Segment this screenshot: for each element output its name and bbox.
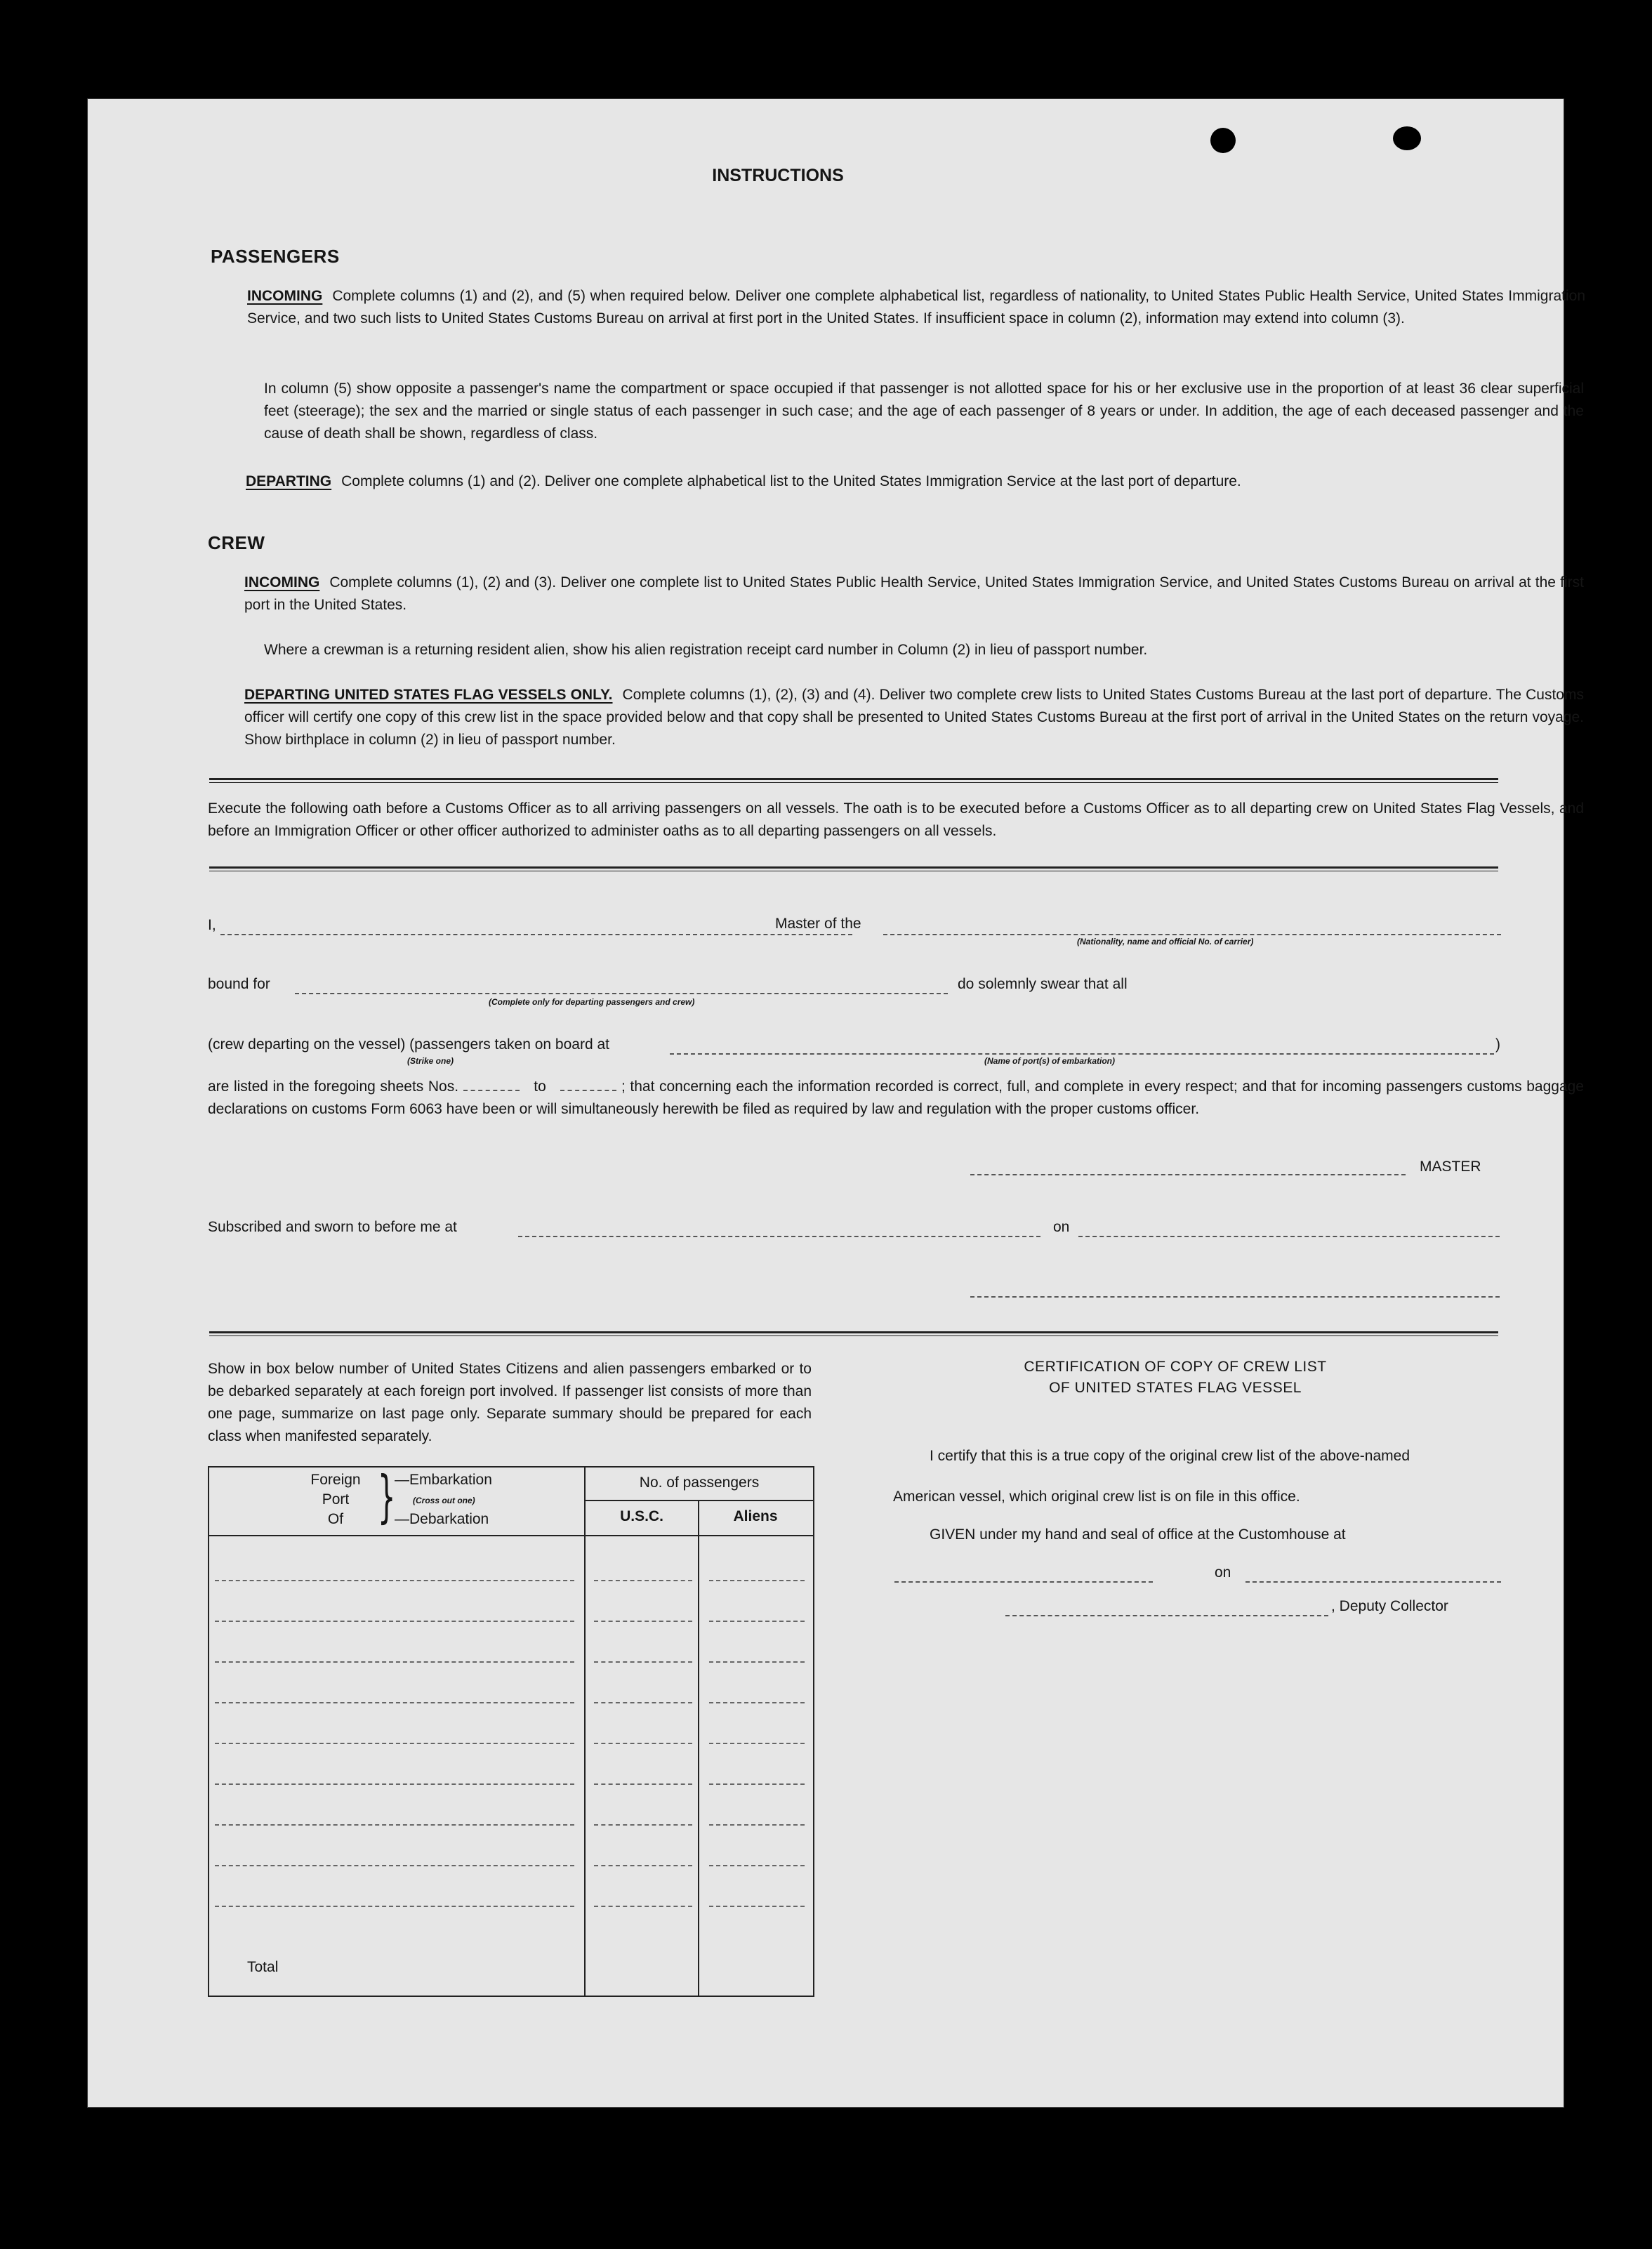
- listed-paragraph: [208, 1076, 1584, 1121]
- table-cell[interactable]: [594, 1580, 692, 1581]
- table-header-bottom: [209, 1535, 813, 1536]
- bound-for-field[interactable]: [295, 993, 948, 994]
- total-label: Total: [247, 1959, 279, 1975]
- table-cell[interactable]: [594, 1621, 692, 1622]
- crew-departing-label: DEPARTING UNITED STATES FLAG VESSELS ONLY.: [244, 687, 613, 703]
- divider-rule: [209, 782, 1498, 783]
- passengers-incoming-text: Complete columns (1) and (2), and (5) when required below. Deliver one complete alphabetical list, regardless of nationality, to United States Public Health Service, United States Immigration Service, and two such lists to United States Customs Bureau on arrival at first port in the United States. If insufficient space in column (2), information may extend into column (3).: [247, 288, 1585, 327]
- table-cell[interactable]: [594, 1824, 692, 1826]
- usc-header: U.S.C.: [620, 1508, 663, 1524]
- embarkation-label[interactable]: —Embarkation: [395, 1472, 492, 1488]
- aliens-header: Aliens: [733, 1508, 778, 1524]
- table-cell[interactable]: [709, 1906, 805, 1907]
- crew-incoming-label: INCOMING: [244, 574, 320, 591]
- nationality-note: (Nationality, name and official No. of carrier): [1077, 937, 1254, 947]
- passengers-incoming-label: INCOMING: [247, 288, 323, 304]
- table-cell[interactable]: [709, 1865, 805, 1866]
- foreign-port-of-label: [286, 1470, 385, 1529]
- customhouse-field[interactable]: [894, 1581, 1153, 1583]
- table-cell[interactable]: [594, 1906, 692, 1907]
- passengers-departing-text: Complete columns (1) and (2). Deliver one complete alphabetical list to the United States Immigration Service at the last port of departure.: [341, 473, 1241, 489]
- table-cell[interactable]: [594, 1865, 692, 1866]
- sheet-to-field[interactable]: [560, 1090, 616, 1091]
- of-label: Of: [327, 1511, 344, 1527]
- table-row[interactable]: [215, 1702, 574, 1703]
- passengers-departing-paragraph: [246, 470, 1584, 493]
- certification-date-field[interactable]: [1245, 1581, 1501, 1583]
- crew-departing-paragraph: [244, 684, 1584, 751]
- cross-out-note: (Cross out one): [413, 1496, 475, 1505]
- brace-icon: }: [378, 1464, 396, 1529]
- oath-instructions: Execute the following oath before a Customs Officer as to all arriving passengers on all vessels. The oath is to be executed before a Customs Officer as to all departing crew on United States Flag Vessels, and before an Immigration Officer or other officer authorized to administer oaths as to all departing passengers on all vessels.: [208, 800, 1584, 839]
- embarkation-ports-field[interactable]: [670, 1053, 1494, 1055]
- subscribed-label: Subscribed and sworn to before me at: [208, 1219, 457, 1235]
- subscribed-place-field[interactable]: [518, 1236, 1040, 1237]
- table-row[interactable]: [215, 1865, 574, 1866]
- to-label: to: [534, 1079, 546, 1095]
- passengers-heading: PASSENGERS: [211, 246, 340, 267]
- table-row[interactable]: [215, 1824, 574, 1826]
- no-of-passengers-label: No. of passengers: [639, 1475, 760, 1491]
- master-of-the-label: Master of the: [775, 916, 861, 932]
- table-column-divider: [584, 1468, 586, 1996]
- master-name-field[interactable]: [220, 934, 852, 935]
- listed-prefix: are listed in the foregoing sheets Nos.: [208, 1079, 459, 1095]
- table-cell[interactable]: [594, 1743, 692, 1744]
- deputy-collector-label: , Deputy Collector: [1331, 1598, 1448, 1614]
- subscribed-on-label: on: [1053, 1219, 1070, 1235]
- table-row[interactable]: [215, 1621, 574, 1622]
- certify-line1: I certify that this is a true copy of the original crew list of the above-named: [930, 1448, 1410, 1464]
- crew-incoming-text: Complete columns (1), (2) and (3). Deliver one complete list to United States Public Health Service, United States Immigration Service, and United States Customs Bureau on arrival at the first port in the United States.: [244, 574, 1584, 613]
- table-column-divider: [698, 1501, 699, 1996]
- table-cell[interactable]: [709, 1702, 805, 1703]
- table-header-divider: [584, 1500, 813, 1501]
- table-row[interactable]: [215, 1743, 574, 1744]
- punch-hole: [1210, 128, 1236, 153]
- officer-signature-field[interactable]: [970, 1296, 1500, 1298]
- complete-only-note: (Complete only for departing passengers and crew): [489, 997, 695, 1007]
- table-cell[interactable]: [709, 1824, 805, 1826]
- table-cell[interactable]: [709, 1621, 805, 1622]
- given-text: GIVEN under my hand and seal of office at the Customhouse at: [930, 1526, 1346, 1543]
- carrier-field[interactable]: [883, 934, 1501, 935]
- table-row[interactable]: [215, 1580, 574, 1581]
- table-cell[interactable]: [709, 1783, 805, 1785]
- divider-rule: [209, 866, 1498, 869]
- certification-on-label: on: [1215, 1564, 1231, 1581]
- page-title: INSTRUCTIONS: [712, 166, 844, 185]
- certification-heading-line1: CERTIFICATION OF COPY OF CREW LIST: [1024, 1359, 1327, 1375]
- crew-departing-text: (crew departing on the vessel) (passengers taken on board at: [208, 1036, 609, 1053]
- certification-heading-line2: OF UNITED STATES FLAG VESSEL: [1049, 1380, 1302, 1396]
- passenger-summary-table: [208, 1466, 814, 1997]
- table-cell[interactable]: [709, 1743, 805, 1744]
- deputy-collector-signature-field[interactable]: [1005, 1615, 1328, 1616]
- bound-for-label: bound for: [208, 976, 270, 992]
- crew-resident-paragraph: Where a crewman is a returning resident alien, show his alien registration receipt card number in Column (2) in lieu of passport number.: [264, 642, 1148, 658]
- subscribed-date-field[interactable]: [1078, 1236, 1500, 1237]
- certify-line2: American vessel, which original crew list is on file in this office.: [893, 1489, 1300, 1505]
- divider-rule: [209, 1335, 1498, 1336]
- divider-rule: [209, 778, 1498, 780]
- table-cell[interactable]: [709, 1661, 805, 1663]
- passengers-incoming-paragraph: [247, 285, 1585, 330]
- port-label: Port: [322, 1491, 350, 1508]
- table-cell[interactable]: [594, 1783, 692, 1785]
- summary-instructions: Show in box below number of United States Citizens and alien passengers embarked or to be debarked separately at each foreign port involved. If passenger list consists of more than one page, summarize on last page only. Separate summary should be prepared for each class when manifested separately.: [208, 1361, 812, 1444]
- ports-note: (Name of port(s) of embarkation): [984, 1056, 1116, 1066]
- listed-text: ; that concerning each the information recorded is correct, full, and complete in every respect; and that for incoming passengers customs baggage declarations on customs Form 6063 have been or will simultaneously herewith be filed as required by law and regulation with the proper customs officer.: [208, 1079, 1584, 1117]
- document-page: [87, 98, 1585, 2108]
- certification-heading: [965, 1357, 1386, 1399]
- master-label: MASTER: [1420, 1159, 1481, 1175]
- sheet-from-field[interactable]: [463, 1090, 520, 1091]
- oath-i-label: I,: [208, 917, 216, 933]
- crew-incoming-paragraph: [244, 572, 1584, 616]
- foreign-label: Foreign: [310, 1472, 361, 1488]
- table-cell[interactable]: [594, 1702, 692, 1703]
- debarkation-label[interactable]: —Debarkation: [395, 1511, 489, 1527]
- table-row[interactable]: [215, 1783, 574, 1785]
- close-paren: ): [1495, 1036, 1500, 1053]
- table-cell[interactable]: [594, 1661, 692, 1663]
- passengers-departing-label: DEPARTING: [246, 473, 332, 489]
- table-row[interactable]: [215, 1906, 574, 1907]
- table-cell[interactable]: [709, 1580, 805, 1581]
- punch-hole: [1393, 126, 1421, 150]
- strike-one-note: (Strike one): [407, 1056, 454, 1066]
- passengers-column5-paragraph: In column (5) show opposite a passenger's name the compartment or space occupied if that passenger is not allotted space for his or her exclusive use in the proportion of at least 36 clear superficial feet (steerage); the sex and the married or single status of each passenger in such case; and the age of each passenger of 8 years or under. In addition, the age of each deceased passenger and the cause of death shall be shown, regardless of class.: [264, 381, 1584, 442]
- master-signature-field[interactable]: [970, 1174, 1406, 1175]
- swear-text: do solemnly swear that all: [958, 976, 1128, 992]
- crew-heading: CREW: [208, 532, 265, 553]
- crew-departing-text: Complete columns (1), (2), (3) and (4). Deliver two complete crew lists to United States Customs Bureau at the last port of departure. The Customs officer will certify one copy of this crew list in the space provided below and that copy shall be presented to United States Customs Bureau at the first port of arrival in the United States on the return voyage. Show birthplace in column (2) in lieu of passport number.: [244, 687, 1584, 748]
- divider-rule: [209, 1331, 1498, 1333]
- table-row[interactable]: [215, 1661, 574, 1663]
